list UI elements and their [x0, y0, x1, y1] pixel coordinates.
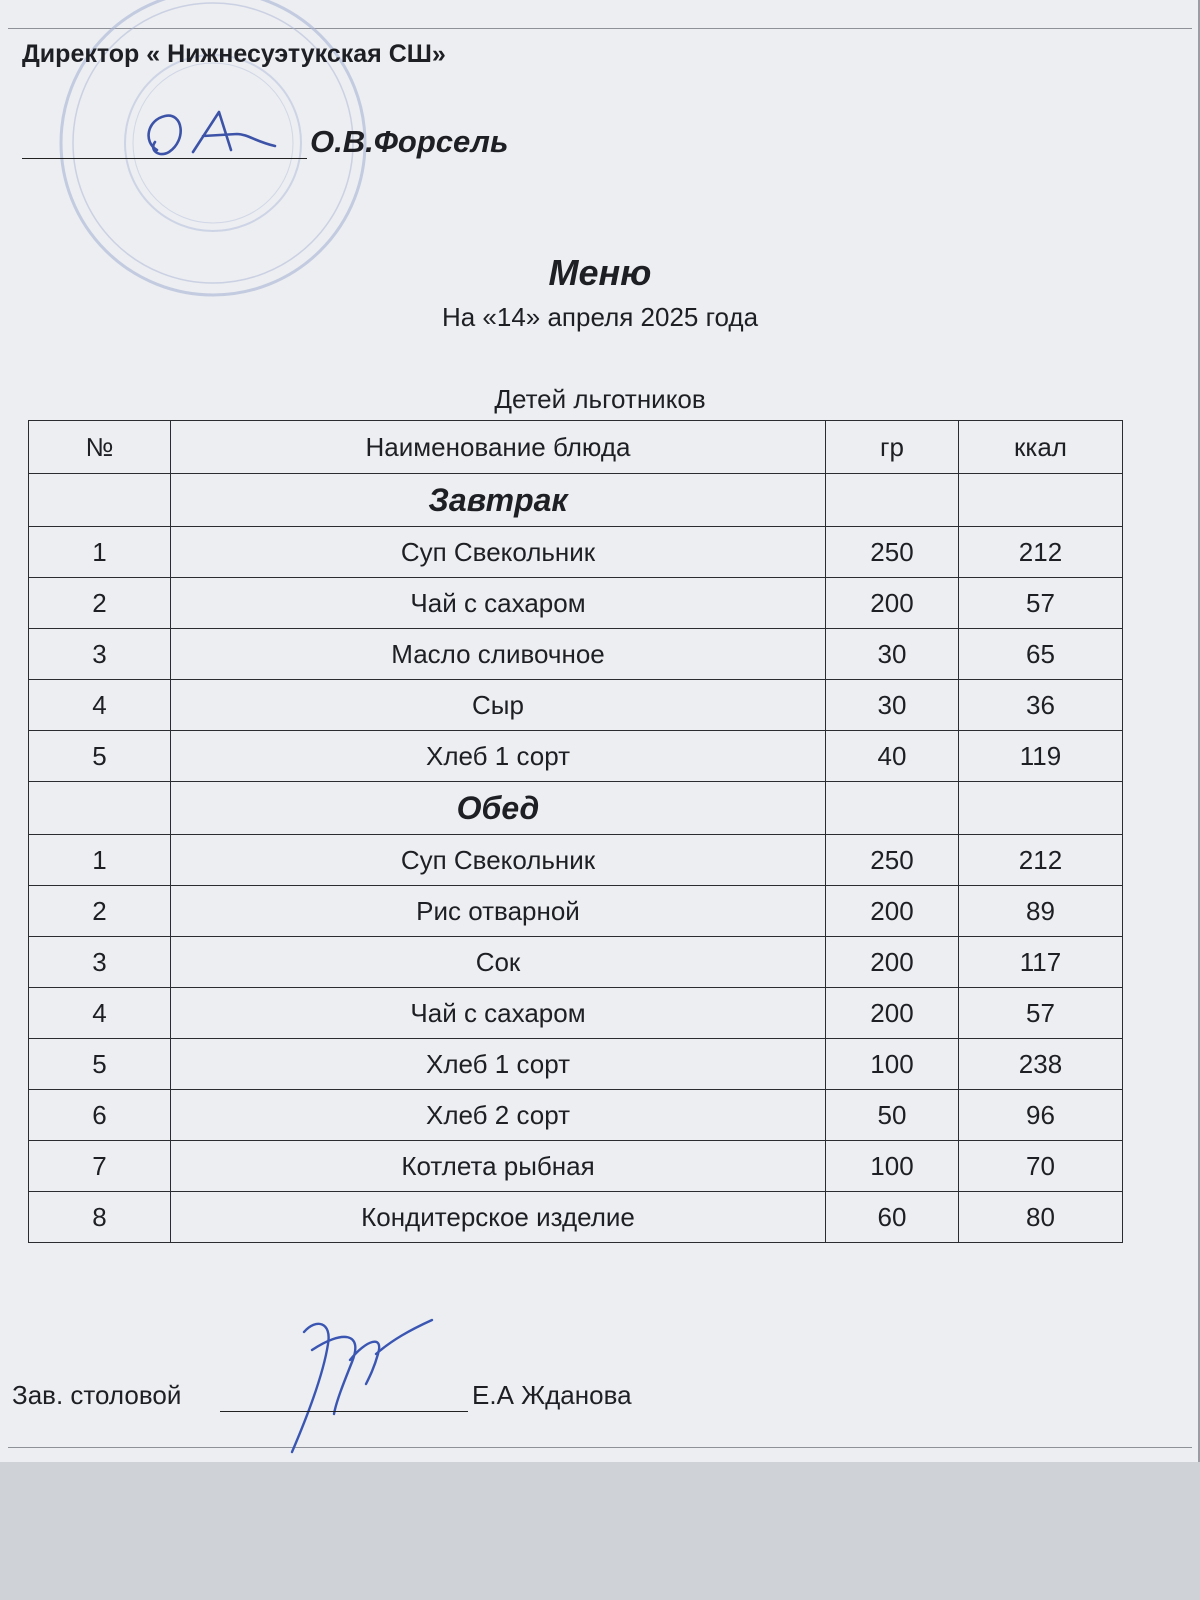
- kcal: 36: [959, 680, 1123, 731]
- dish-name: Хлеб 1 сорт: [171, 1039, 826, 1090]
- grams: 250: [826, 835, 959, 886]
- row-number: 7: [29, 1141, 171, 1192]
- grams: 60: [826, 1192, 959, 1243]
- canteen-signature-line: [220, 1411, 468, 1412]
- section-label-breakfast: Завтрак: [171, 474, 826, 527]
- row-number: 4: [29, 680, 171, 731]
- row-number: 2: [29, 578, 171, 629]
- grams: 100: [826, 1039, 959, 1090]
- background-surface: [0, 1462, 1200, 1600]
- kcal: 212: [959, 835, 1123, 886]
- dish-name: Сыр: [171, 680, 826, 731]
- dish-name: Суп Свекольник: [171, 835, 826, 886]
- kcal: 212: [959, 527, 1123, 578]
- table-row: [29, 578, 1123, 629]
- director-name: О.В.Форсель: [310, 124, 509, 159]
- table-row: [29, 988, 1123, 1039]
- section-row-lunch: [29, 782, 1123, 835]
- dish-name: Кондитерское изделие: [171, 1192, 826, 1243]
- kcal: 89: [959, 886, 1123, 937]
- dish-name: Котлета рыбная: [171, 1141, 826, 1192]
- grams: 200: [826, 578, 959, 629]
- row-number: 4: [29, 988, 171, 1039]
- kcal: 119: [959, 731, 1123, 782]
- row-number: 5: [29, 731, 171, 782]
- page-title: Меню: [548, 252, 652, 293]
- row-number: 2: [29, 886, 171, 937]
- kcal: 65: [959, 629, 1123, 680]
- kcal: 70: [959, 1141, 1123, 1192]
- column-header-kcal: ккал: [959, 421, 1123, 474]
- row-number: 8: [29, 1192, 171, 1243]
- table-row: [29, 731, 1123, 782]
- menu-subtitle: Детей льготников: [494, 384, 706, 414]
- grams: 40: [826, 731, 959, 782]
- grams: 50: [826, 1090, 959, 1141]
- table-row: [29, 629, 1123, 680]
- canteen-manager-label: Зав. столовой: [12, 1380, 182, 1410]
- dish-name: Хлеб 2 сорт: [171, 1090, 826, 1141]
- dish-name: Суп Свекольник: [171, 527, 826, 578]
- column-header-grams: гр: [826, 421, 959, 474]
- table-row: [29, 937, 1123, 988]
- grams: 30: [826, 629, 959, 680]
- menu-table: [28, 420, 1123, 1243]
- dish-name: Чай с сахаром: [171, 988, 826, 1039]
- grams: 250: [826, 527, 959, 578]
- kcal: 57: [959, 578, 1123, 629]
- canteen-manager-name: Е.А Жданова: [472, 1380, 632, 1410]
- row-number: 3: [29, 629, 171, 680]
- kcal: 117: [959, 937, 1123, 988]
- table-row: [29, 1090, 1123, 1141]
- kcal: 57: [959, 988, 1123, 1039]
- grams: 200: [826, 988, 959, 1039]
- grams: 30: [826, 680, 959, 731]
- canteen-signature: [280, 1310, 440, 1460]
- row-number: 1: [29, 527, 171, 578]
- table-row: [29, 1039, 1123, 1090]
- kcal: 96: [959, 1090, 1123, 1141]
- director-signature: [135, 102, 285, 162]
- dish-name: Масло сливочное: [171, 629, 826, 680]
- row-number: 1: [29, 835, 171, 886]
- grams: 200: [826, 937, 959, 988]
- table-header-row: [29, 421, 1123, 474]
- dish-name: Хлеб 1 сорт: [171, 731, 826, 782]
- grams: 100: [826, 1141, 959, 1192]
- table-row: [29, 835, 1123, 886]
- director-label: Директор « Нижнесуэтукская СШ»: [22, 40, 446, 68]
- kcal: 238: [959, 1039, 1123, 1090]
- section-label-lunch: Обед: [171, 782, 826, 835]
- grams: 200: [826, 886, 959, 937]
- column-header-dish: Наименование блюда: [171, 421, 826, 474]
- table-row: [29, 527, 1123, 578]
- row-number: 3: [29, 937, 171, 988]
- dish-name: Сок: [171, 937, 826, 988]
- dish-name: Рис отварной: [171, 886, 826, 937]
- section-row-breakfast: [29, 474, 1123, 527]
- row-number: 5: [29, 1039, 171, 1090]
- column-header-number: №: [29, 421, 171, 474]
- table-row: [29, 680, 1123, 731]
- dish-name: Чай с сахаром: [171, 578, 826, 629]
- table-row: [29, 1192, 1123, 1243]
- row-number: 6: [29, 1090, 171, 1141]
- kcal: 80: [959, 1192, 1123, 1243]
- table-row: [29, 1141, 1123, 1192]
- menu-date: На «14» апреля 2025 года: [441, 302, 759, 332]
- table-row: [29, 886, 1123, 937]
